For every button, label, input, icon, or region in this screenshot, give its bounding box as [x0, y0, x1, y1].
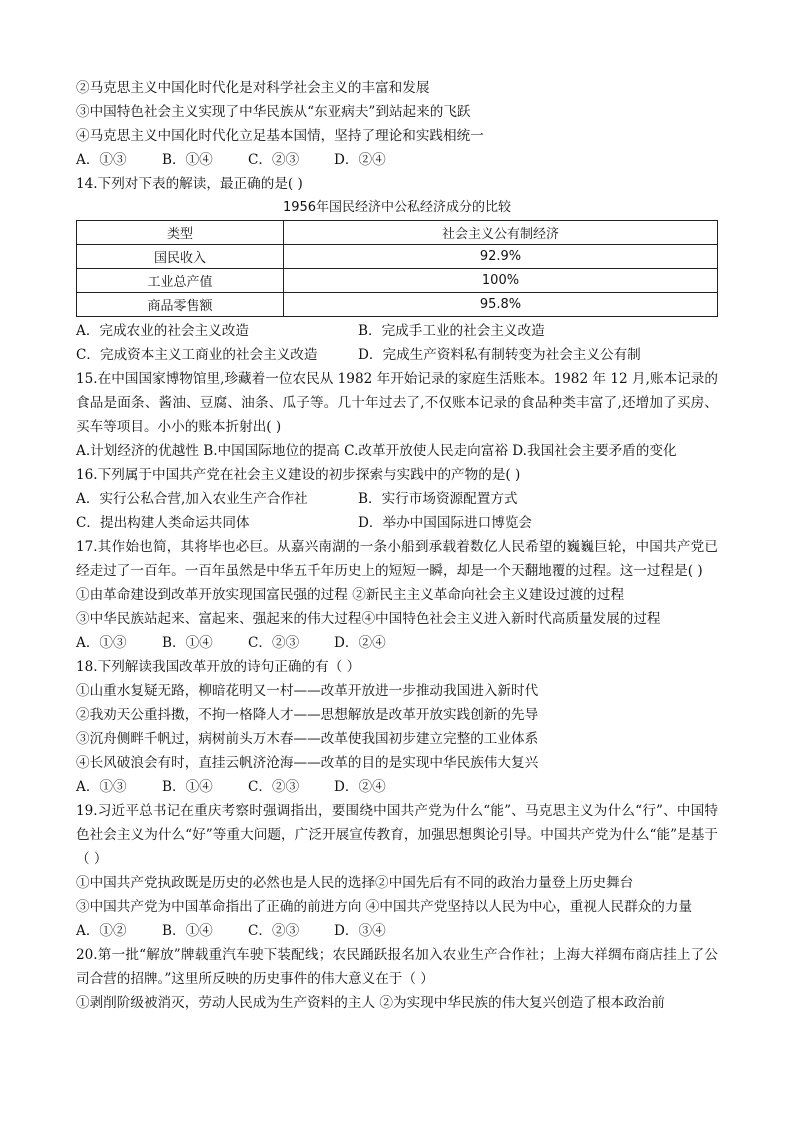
- q17-items-2: ③中华民族站起来、富起来、强起来的伟大过程④中国特色社会主义进入新时代高质量发展的过程: [76, 611, 661, 627]
- q18-item-3: ③沉舟侧畔千帆过，病树前头万木春——改革使我国初步建立完整的工业体系: [76, 731, 539, 747]
- q14-options-row2: [76, 343, 718, 367]
- table-cell: 92.9%: [284, 245, 718, 269]
- q18-item-1: ①山重水复疑无路，柳暗花明又一村——改革开放进一步推动我国进入新时代: [76, 683, 539, 699]
- q18-option-b: B．①④: [162, 779, 213, 795]
- q13-options: [76, 148, 718, 172]
- table-cell: 国民收入: [77, 245, 284, 269]
- q20-stem: 20.第一批“解放”牌载重汽车驶下装配线；农民踊跃报名加入农业生产合作社；上海大祥绸布商店挂上了公司合营的招牌。”这里所反映的历史事件的伟大意义在于（ ）: [76, 947, 718, 987]
- table-header-public: 社会主义公有制经济: [284, 221, 718, 245]
- q18-item-4: ④长风破浪会有时，直挂云帆济沧海——改革的目的是实现中华民族伟大复兴: [76, 755, 539, 771]
- q17-option-a: A．①③: [76, 635, 127, 651]
- q18-option-d: D．②④: [334, 779, 386, 795]
- q18-option-c: C．②③: [248, 779, 300, 795]
- q17-items-1: ①由革命建设到改革开放实现国富民强的过程 ②新民主主义革命向社会主义建设过渡的过程: [76, 587, 625, 603]
- q16-stem: 16.下列属于中国共产党在社会主义建设的初步探索与实践中的产物的是( ): [76, 467, 521, 483]
- q16-option-a: A．实行公私合营,加入农业生产合作社: [76, 491, 308, 507]
- q19-stem: 19.习近平总书记在重庆考察时强调指出，要围绕中国共产党为什么“能”、马克思主义为什么“行”、中国特色社会主义为什么“好”等重大问题，广泛开展宣传教育，加强思想舆论引导。中国共产党为什么“能”是基于（ ）: [76, 803, 718, 867]
- q13-option-c: C．②③: [248, 152, 300, 168]
- q19-option-a: A．①②: [76, 923, 127, 939]
- q15-options: A.计划经济的优越性 B.中国国际地位的提高 C.改革开放使人民走向富裕 D.我国社会主要矛盾的变化: [76, 443, 677, 459]
- q17-option-c: C．②③: [248, 635, 300, 651]
- q14-stem: 14.下列对下表的解读，最正确的是( ): [76, 176, 303, 192]
- q13-option-d: D．②④: [334, 152, 386, 168]
- q17-option-b: B．①④: [162, 635, 213, 651]
- table-header-row: [77, 221, 718, 245]
- q13-option-b: B．①④: [162, 152, 213, 168]
- q13-option-a: A．①③: [76, 152, 127, 168]
- q19-option-b: B．①④: [162, 923, 213, 939]
- table-cell: 95.8%: [284, 293, 718, 317]
- q14-option-c: C．完成资本主义工商业的社会主义改造: [76, 347, 318, 363]
- q17-options: [76, 631, 718, 655]
- table-cell: 工业总产值: [77, 269, 284, 293]
- q19-options: [76, 919, 718, 943]
- q19-option-d: D．③④: [334, 923, 386, 939]
- q19-items-2: ③中国共产党为中国革命指出了正确的前进方向 ④中国共产党坚持以人民为中心，重视人民群众的力量: [76, 899, 693, 915]
- table-cell: 商品零售额: [77, 293, 284, 317]
- q15-stem: 15.在中国国家博物馆里,珍藏着一位农民从 1982 年开始记录的家庭生活账本。1982 年 12 月,账本记录的食品是面条、酱油、豆腐、油条、瓜子等。几十年过去了,不仅账本记录的食品种类丰富了,还增加了买房、买车等项目。小小的账本折射出( ): [76, 371, 718, 435]
- q13-item-3: ③中国特色社会主义实现了中华民族从“东亚病夫”到站起来的飞跃: [76, 104, 471, 120]
- q16-option-b: B．实行市场资源配置方式: [358, 491, 518, 507]
- q16-option-c: C．提出构建人类命运共同体: [76, 515, 250, 531]
- table-header-type: 类型: [77, 221, 284, 245]
- q16-options-row1: [76, 487, 718, 511]
- q17-stem: 17.其作始也简，其将毕也必巨。从嘉兴南湖的一条小船到承载着数亿人民希望的巍巍巨轮，中国共产党已经走过了一百年。一百年虽然是中华五千年历史上的短短一瞬，却是一个天翻地覆的过程。这一过程是( ): [76, 539, 718, 579]
- q14-options-row1: [76, 319, 718, 343]
- table-cell: 100%: [284, 269, 718, 293]
- q18-stem: 18.下列解读我国改革开放的诗句正确的有（ ）: [76, 659, 361, 675]
- q19-items-1: ①中国共产党执政既是历史的必然也是人民的选择②中国先后有不同的政治力量登上历史舞台: [76, 875, 634, 891]
- q17-option-d: D．②④: [334, 635, 386, 651]
- table-row: [77, 293, 718, 317]
- q16-options-row2: [76, 511, 718, 535]
- q13-item-4: ④马克思主义中国化时代化立足基本国情，坚持了理论和实践相统一: [76, 128, 484, 144]
- q14-table-title: 1956年国民经济中公私经济成分的比较: [282, 200, 512, 215]
- q18-options: [76, 775, 718, 799]
- exam-page: [76, 76, 718, 1015]
- q19-option-c: C．②③: [248, 923, 300, 939]
- q18-item-2: ②我劝天公重抖擞，不拘一格降人才——思想解放是改革开放实践创新的先导: [76, 707, 539, 723]
- q18-option-a: A．①③: [76, 779, 127, 795]
- q20-items: ①剥削阶级被消灭，劳动人民成为生产资料的主人 ②为实现中华民族的伟大复兴创造了根本政治前: [76, 995, 665, 1011]
- q13-item-2: ②马克思主义中国化时代化是对科学社会主义的丰富和发展: [76, 80, 430, 96]
- q16-option-d: D．举办中国国际进口博览会: [358, 515, 533, 531]
- q14-table: [76, 220, 718, 317]
- q14-option-b: B．完成手工业的社会主义改造: [358, 323, 545, 339]
- q14-option-d: D．完成生产资料私有制转变为社会主义公有制: [358, 347, 641, 363]
- q14-option-a: A．完成农业的社会主义改造: [76, 323, 249, 339]
- table-row: [77, 245, 718, 269]
- table-row: [77, 269, 718, 293]
